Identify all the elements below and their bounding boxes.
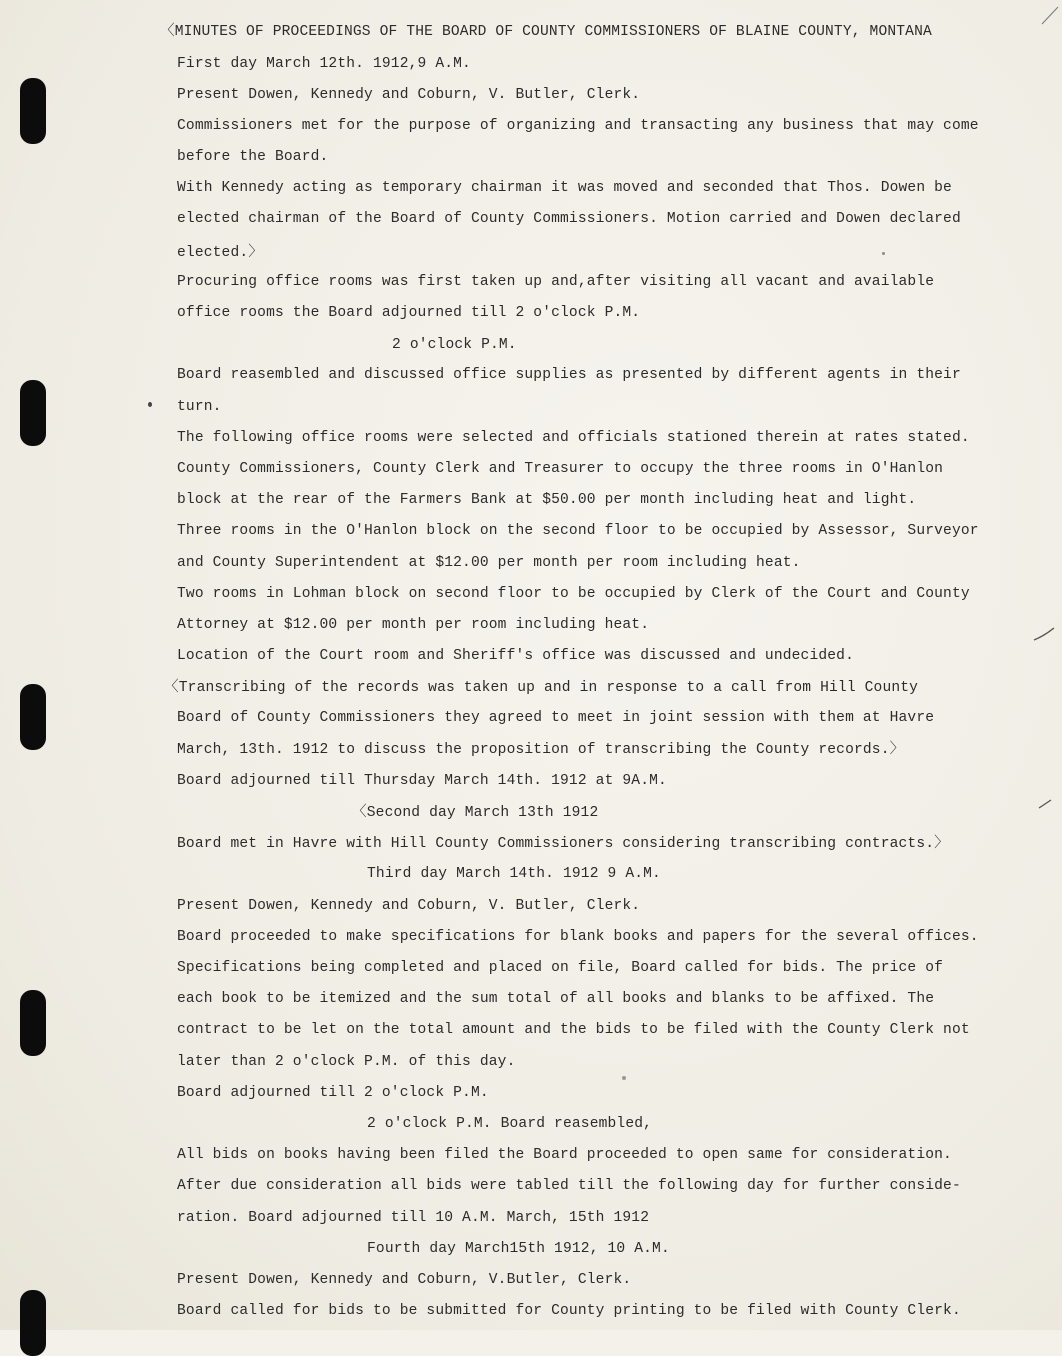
day-heading: Fourth day March15th 1912, 10 A.M.	[367, 1241, 670, 1257]
text-line: Board called for bids to be submitted for County printing to be filed with County Clerk.	[177, 1303, 961, 1319]
binder-hole	[20, 990, 46, 1056]
text-line: Specifications being completed and placed on file, Board called for bids. The price of	[177, 960, 944, 976]
text-line: With Kennedy acting as temporary chairman it was moved and seconded that Thos. Dowen be	[177, 180, 952, 196]
text-line: each book to be itemized and the sum total of all books and blanks to be affixed. The	[177, 991, 935, 1007]
day-heading: Third day March 14th. 1912 9 A.M.	[367, 866, 661, 882]
text-line: Procuring office rooms was first taken up and,after visiting all vacant and available	[177, 274, 935, 290]
text-line: Board met in Havre with Hill County Commissioners considering transcribing contracts.〉	[177, 834, 949, 852]
text-line: Board proceeded to make specifications for blank books and papers for the several offices.	[177, 929, 979, 945]
text-line: The following office rooms were selected and officials stationed therein at rates stated.	[177, 430, 970, 446]
text-line: Present Dowen, Kennedy and Coburn, V.Butler, Clerk.	[177, 1272, 632, 1288]
binder-hole	[20, 380, 46, 446]
text-line: Present Dowen, Kennedy and Coburn, V. Butler, Clerk.	[177, 87, 641, 103]
text-line: All bids on books having been filed the Board proceeded to open same for consideration.	[177, 1147, 952, 1163]
text-line: Three rooms in the O'Hanlon block on the second floor to be occupied by Assessor, Surveyor	[177, 523, 979, 539]
text-line: before the Board.	[177, 149, 329, 165]
binder-hole	[20, 1290, 46, 1356]
text-line: block at the rear of the Farmers Bank at $50.00 per month including heat and light.	[177, 492, 917, 508]
day-heading: 〈Second day March 13th 1912	[352, 803, 599, 821]
text-line: elected chairman of the Board of County Commissioners. Motion carried and Dowen declared	[177, 211, 961, 227]
text-line: Board adjourned till 2 o'clock P.M.	[177, 1085, 489, 1101]
ink-spot	[148, 402, 152, 407]
text-line: ration. Board adjourned till 10 A.M. March, 15th 1912	[177, 1210, 650, 1226]
margin-tick-mark	[1030, 618, 1060, 648]
text-line: elected.〉	[177, 243, 264, 261]
text-line: Attorney at $12.00 per month per room including heat.	[177, 617, 650, 633]
text-line: After due consideration all bids were tabled till the following day for further conside-	[177, 1178, 961, 1194]
text-line: Board of County Commissioners they agreed to meet in joint session with them at Havre	[177, 710, 935, 726]
text-line: office rooms the Board adjourned till 2 o'clock P.M.	[177, 305, 641, 321]
ink-spot	[882, 252, 885, 255]
text-line: later than 2 o'clock P.M. of this day.	[177, 1054, 516, 1070]
binder-hole	[20, 684, 46, 750]
text-line: Board reasembled and discussed office supplies as presented by different agents in their	[177, 367, 961, 383]
text-line: Board adjourned till Thursday March 14th. 1912 at 9A.M.	[177, 773, 667, 789]
text-line: 〈Transcribing of the records was taken up and in response to a call from Hill County	[164, 678, 919, 696]
ink-spot	[622, 1076, 626, 1080]
text-line: and County Superintendent at $12.00 per month per room including heat.	[177, 555, 801, 571]
text-line: Two rooms in Lohman block on second floor to be occupied by Clerk of the Court and County	[177, 586, 970, 602]
corner-mark	[1040, 4, 1062, 28]
text-line: County Commissioners, County Clerk and Treasurer to occupy the three rooms in O'Hanlon	[177, 461, 944, 477]
minutes-heading: 〈MINUTES OF PROCEEDINGS OF THE BOARD OF COUNTY COMMISSIONERS OF BLAINE COUNTY, MONTANA	[160, 22, 932, 40]
text-line: turn.	[177, 399, 222, 415]
text-line: Location of the Court room and Sheriff's office was discussed and undecided.	[177, 648, 854, 664]
time-heading: 2 o'clock P.M. Board reasembled,	[367, 1116, 653, 1132]
text-line: contract to be let on the total amount and the bids to be filed with the County Clerk not	[177, 1022, 970, 1038]
binder-hole	[20, 78, 46, 144]
text-line: March, 13th. 1912 to discuss the proposition of transcribing the County records.〉	[177, 740, 905, 758]
margin-tick-mark	[1036, 796, 1056, 812]
text-line: Present Dowen, Kennedy and Coburn, V. Butler, Clerk.	[177, 898, 641, 914]
time-heading: 2 o'clock P.M.	[392, 337, 517, 353]
day-heading: First day March 12th. 1912,9 A.M.	[177, 56, 471, 72]
text-line: Commissioners met for the purpose of organizing and transacting any business that may come	[177, 118, 979, 134]
